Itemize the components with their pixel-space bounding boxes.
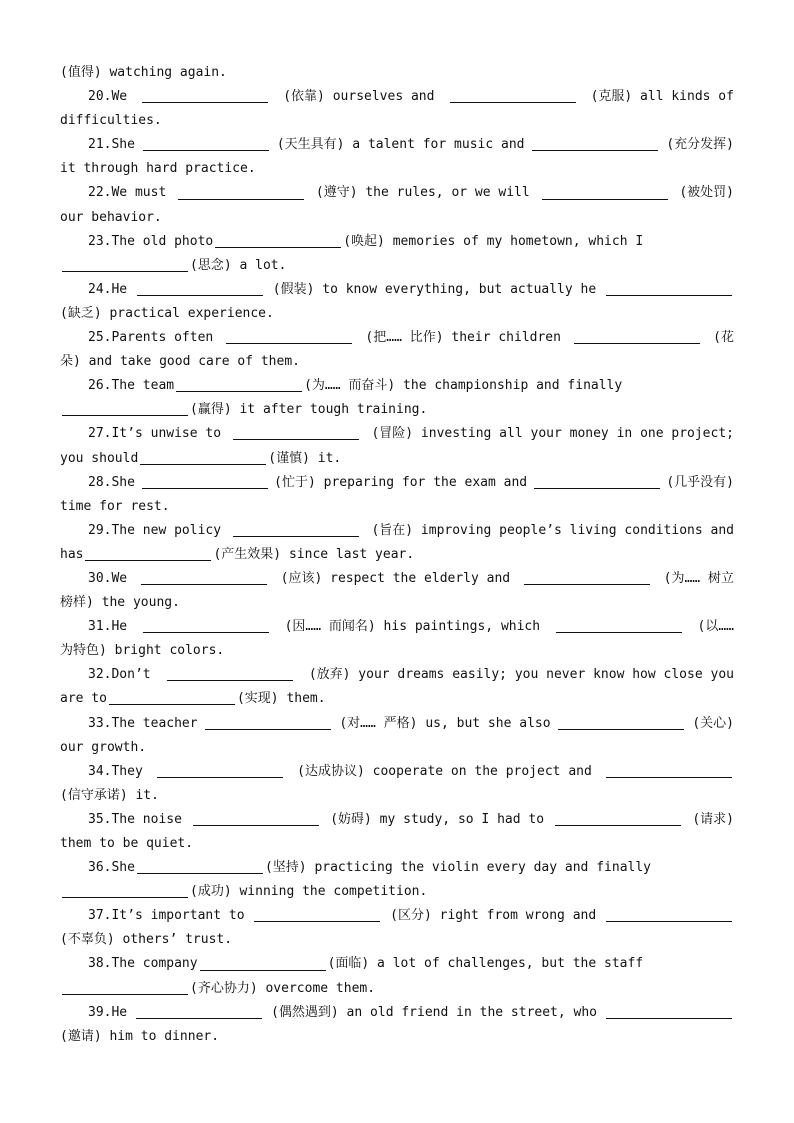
line-text: 36.She	[88, 860, 135, 876]
line-text: 27.It’s unwise to	[88, 426, 222, 442]
line-text: (假装) to know everything, but actually he	[272, 281, 597, 297]
text-line	[60, 977, 734, 1001]
answer-blank[interactable]	[137, 294, 263, 296]
line-text: (为…… 而奋斗) the championship and finally	[304, 378, 623, 394]
text-line	[60, 591, 734, 615]
line-text: (成功) winning the competition.	[190, 884, 428, 900]
line-text: (被处罚)	[679, 185, 734, 201]
answer-blank[interactable]	[178, 198, 304, 200]
answer-blank[interactable]	[143, 149, 269, 151]
line-text: 28.She	[88, 474, 135, 490]
answer-blank[interactable]	[176, 390, 302, 392]
line-text: (妨碍) my study, so I had to	[330, 811, 545, 827]
text-line	[60, 952, 734, 976]
text-line	[60, 278, 734, 302]
line-text: (以……	[697, 619, 734, 635]
answer-blank[interactable]	[556, 631, 682, 633]
text-line	[60, 928, 734, 952]
text-line	[60, 1001, 734, 1025]
text-line	[60, 736, 734, 760]
line-text: 37.It’s important to	[88, 908, 245, 924]
answer-blank[interactable]	[62, 414, 188, 416]
line-text: 29.The new policy	[88, 522, 222, 538]
answer-blank[interactable]	[574, 342, 700, 344]
line-text: (赢得) it after tough training.	[190, 402, 428, 418]
answer-blank[interactable]	[143, 631, 269, 633]
line-text: them to be quiet.	[60, 836, 194, 851]
text-line	[60, 687, 734, 711]
text-line	[60, 856, 734, 880]
line-text: 35.The noise	[88, 811, 182, 827]
text-line	[60, 326, 734, 350]
line-text: (请求)	[692, 811, 734, 827]
line-text: 榜样) the young.	[60, 595, 180, 611]
text-line	[60, 85, 734, 109]
line-text: (放弃) your dreams easily; you never know how close you	[308, 667, 734, 683]
answer-blank[interactable]	[142, 101, 268, 103]
line-text: 24.He	[88, 281, 128, 297]
answer-blank[interactable]	[606, 294, 732, 296]
text-line	[60, 808, 734, 832]
line-text: 为特色) bright colors.	[60, 643, 225, 659]
line-text: 23.The old photo	[88, 233, 214, 249]
text-line	[60, 133, 734, 157]
answer-blank[interactable]	[140, 463, 266, 465]
answer-blank[interactable]	[606, 920, 732, 922]
answer-blank[interactable]	[254, 920, 380, 922]
text-line	[60, 760, 734, 784]
line-text: (几乎没有)	[666, 474, 734, 490]
line-text: (把…… 比作) their children	[365, 330, 561, 346]
answer-blank[interactable]	[85, 559, 211, 561]
line-text: 34.They	[88, 763, 143, 779]
line-text: are to	[60, 691, 107, 707]
text-line	[60, 422, 734, 446]
text-line	[60, 615, 734, 639]
text-line	[60, 567, 734, 591]
text-line	[60, 495, 734, 519]
answer-blank[interactable]	[606, 776, 732, 778]
text-line	[60, 398, 734, 422]
line-text: our growth.	[60, 739, 147, 755]
answer-blank[interactable]	[606, 1017, 732, 1019]
answer-blank[interactable]	[141, 583, 267, 585]
line-text: 31.He	[88, 619, 128, 635]
line-text: 39.He	[88, 1004, 128, 1020]
line-text: (唤起) memories of my hometown, which I	[343, 233, 644, 249]
line-text: (实现) them.	[236, 691, 326, 707]
text-line	[60, 880, 734, 904]
answer-blank[interactable]	[157, 776, 283, 778]
line-text: 32.Don’t	[88, 667, 151, 683]
line-text: (为…… 树立	[663, 570, 734, 586]
answer-blank[interactable]	[200, 969, 326, 971]
text-line	[60, 904, 734, 928]
line-text: 20.We	[88, 89, 128, 105]
line-text: (应该) respect the elderly and	[280, 570, 511, 586]
line-text: 22.We must	[88, 185, 167, 201]
text-line	[60, 663, 734, 687]
text-line	[60, 374, 734, 398]
text-line	[60, 61, 734, 85]
line-text: (面临) a lot of challenges, but the staff	[327, 956, 644, 972]
line-text: (天生具有) a talent for music and	[276, 137, 525, 153]
text-line	[60, 519, 734, 543]
answer-blank[interactable]	[193, 824, 319, 826]
line-text: (旨在) improving people’s living conditions and	[371, 522, 734, 538]
answer-blank[interactable]	[62, 896, 188, 898]
answer-blank[interactable]	[62, 993, 188, 995]
answer-blank[interactable]	[532, 149, 658, 151]
text-line	[60, 157, 734, 181]
line-text: you should	[60, 450, 139, 466]
line-text: time for rest.	[60, 498, 170, 514]
line-text: (依靠) ourselves and	[283, 89, 435, 105]
answer-blank[interactable]	[534, 487, 660, 489]
answer-blank[interactable]	[215, 246, 341, 248]
text-line	[60, 1025, 734, 1049]
line-text: (偶然遇到) an old friend in the street, who	[271, 1004, 598, 1020]
answer-blank[interactable]	[555, 824, 681, 826]
line-text: (值得) watching again.	[60, 65, 227, 80]
answer-blank[interactable]	[137, 872, 263, 874]
text-line	[60, 832, 734, 856]
text-line	[60, 206, 734, 230]
text-line	[60, 543, 734, 567]
line-text: (邀请) him to dinner.	[60, 1028, 220, 1044]
line-text: (关心)	[692, 715, 734, 731]
line-text: (不辜负) others’ trust.	[60, 932, 233, 948]
line-text: 25.Parents often	[88, 330, 214, 346]
line-text: (克服) all kinds of	[590, 89, 734, 105]
answer-blank[interactable]	[167, 679, 293, 681]
text-line	[60, 639, 734, 663]
line-text: (坚持) practicing the violin every day and finally	[264, 860, 651, 876]
line-text: 30.We	[88, 570, 128, 586]
line-text: it through hard practice.	[60, 161, 256, 177]
line-text: 朵) and take good care of them.	[60, 354, 300, 370]
line-text: (遵守) the rules, or we will	[315, 185, 530, 201]
line-text: (思念) a lot.	[190, 257, 287, 273]
answer-blank[interactable]	[205, 728, 331, 730]
text-line	[60, 109, 734, 133]
line-text: (充分发挥)	[666, 137, 734, 153]
line-text: has	[60, 546, 84, 562]
line-text: (达成协议) cooperate on the project and	[297, 763, 592, 779]
line-text: (花	[713, 330, 734, 346]
answer-blank[interactable]	[109, 703, 235, 705]
text-line	[60, 254, 734, 278]
worksheet-page	[60, 61, 734, 1049]
line-text: difficulties.	[60, 113, 162, 129]
line-text: (忙于) preparing for the exam and	[274, 474, 528, 490]
text-line	[60, 302, 734, 326]
line-text: (冒险) investing all your money in one project;	[371, 426, 734, 442]
line-text: (产生效果) since last year.	[213, 546, 415, 562]
answer-blank[interactable]	[524, 583, 650, 585]
line-text: (齐心协力) overcome them.	[190, 980, 376, 996]
line-text: (因…… 而闻名) his paintings, which	[284, 619, 541, 635]
line-text: 21.She	[88, 137, 135, 153]
line-text: (缺乏) practical experience.	[60, 305, 274, 321]
text-line	[60, 784, 734, 808]
line-text: our behavior.	[60, 209, 162, 225]
answer-blank[interactable]	[542, 198, 668, 200]
line-text: 26.The team	[88, 378, 175, 394]
text-line	[60, 712, 734, 736]
answer-blank[interactable]	[558, 728, 684, 730]
line-text: 33.The teacher	[88, 715, 198, 731]
answer-blank[interactable]	[62, 270, 188, 272]
text-line	[60, 350, 734, 374]
text-line	[60, 230, 734, 254]
answer-blank[interactable]	[142, 487, 268, 489]
text-line	[60, 471, 734, 495]
line-text: (对…… 严格) us, but she also	[339, 715, 551, 731]
line-text: (区分) right from wrong and	[390, 908, 597, 924]
answer-blank[interactable]	[233, 535, 359, 537]
answer-blank[interactable]	[226, 342, 352, 344]
answer-blank[interactable]	[136, 1017, 262, 1019]
text-line	[60, 181, 734, 205]
line-text: (谨慎) it.	[268, 450, 342, 466]
line-text: 38.The company	[88, 956, 198, 972]
line-text: (信守承诺) it.	[60, 787, 159, 803]
answer-blank[interactable]	[233, 438, 359, 440]
text-line	[60, 447, 734, 471]
answer-blank[interactable]	[450, 101, 576, 103]
